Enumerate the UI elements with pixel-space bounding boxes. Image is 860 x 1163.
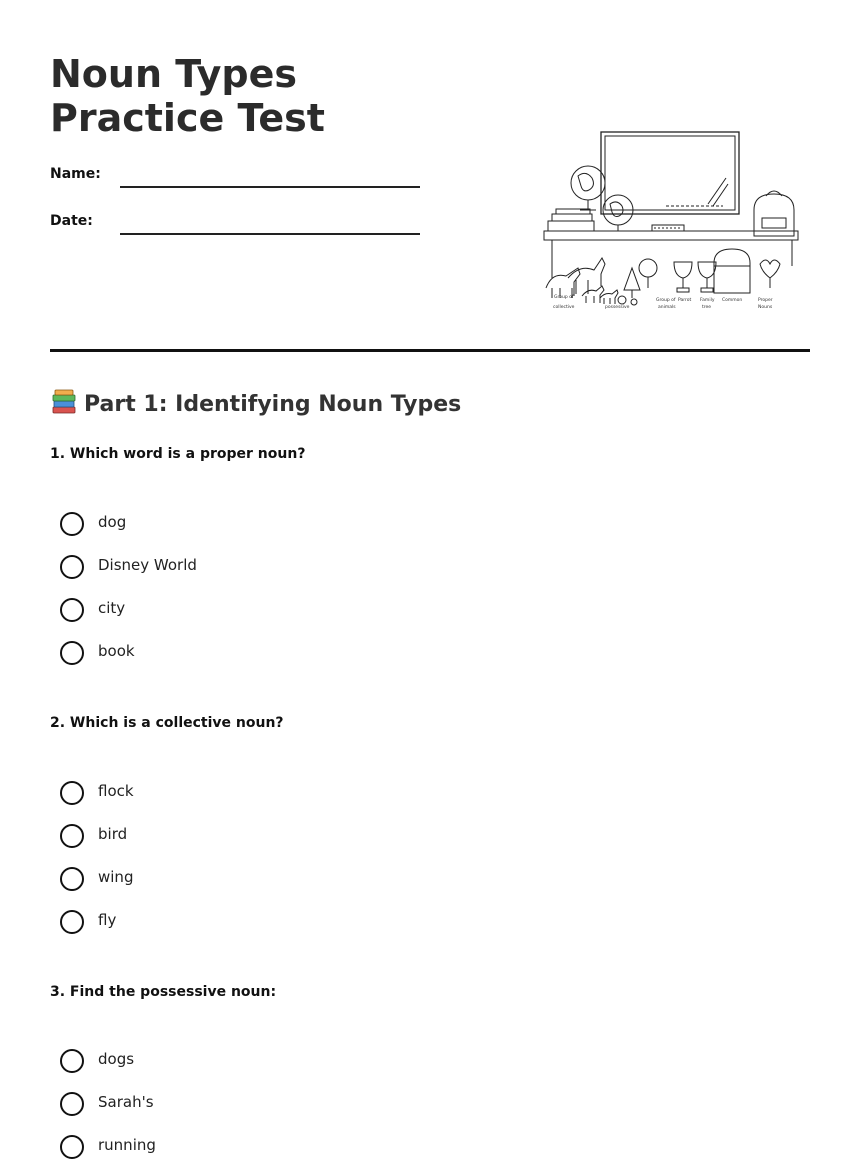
question-2-option-4[interactable] xyxy=(60,910,460,938)
radio-button[interactable] xyxy=(60,555,84,579)
section-title: Part 1: Identifying Noun Types xyxy=(84,392,462,417)
classroom-illustration-icon xyxy=(538,128,806,318)
caption-parrot: Parrot xyxy=(678,298,692,303)
radio-button[interactable] xyxy=(60,641,84,665)
question-1-option-1[interactable] xyxy=(60,512,460,540)
caption-common: Common xyxy=(722,298,743,303)
option-label: city xyxy=(98,599,126,617)
question-2-prompt: 2. Which is a collective noun? xyxy=(50,715,284,731)
question-2-option-2[interactable] xyxy=(60,824,460,852)
caption-group-of: Group of xyxy=(554,295,574,300)
option-label: Sarah's xyxy=(98,1093,154,1111)
question-1-option-2[interactable] xyxy=(60,555,460,583)
question-3-option-1[interactable] xyxy=(60,1049,460,1077)
date-input-line[interactable] xyxy=(120,233,420,235)
caption-nouns: Nouns xyxy=(758,305,773,310)
option-label: dog xyxy=(98,513,127,531)
caption-family: Family xyxy=(700,298,715,303)
option-label: fly xyxy=(98,911,117,929)
date-label: Date: xyxy=(50,213,93,229)
option-label: dogs xyxy=(98,1050,135,1068)
caption-group-of-2: Group of xyxy=(656,298,676,303)
radio-button[interactable] xyxy=(60,598,84,622)
section-divider xyxy=(50,349,810,352)
section-heading xyxy=(50,388,461,417)
radio-button[interactable] xyxy=(60,781,84,805)
question-1-prompt: 1. Which word is a proper noun? xyxy=(50,446,306,462)
caption-animals: animals xyxy=(658,305,676,310)
question-1-option-3[interactable] xyxy=(60,598,460,626)
name-field xyxy=(50,166,430,196)
date-field xyxy=(50,213,430,243)
radio-button[interactable] xyxy=(60,824,84,848)
question-2-option-3[interactable] xyxy=(60,867,460,895)
radio-button[interactable] xyxy=(60,867,84,891)
radio-button[interactable] xyxy=(60,1092,84,1116)
option-label: Disney World xyxy=(98,556,197,574)
radio-button[interactable] xyxy=(60,1135,84,1159)
option-label: flock xyxy=(98,782,134,800)
question-3-option-3[interactable] xyxy=(60,1135,460,1163)
radio-button[interactable] xyxy=(60,1049,84,1073)
question-1-option-4[interactable] xyxy=(60,641,460,669)
question-2-option-1[interactable] xyxy=(60,781,460,809)
option-label: bird xyxy=(98,825,128,843)
option-label: book xyxy=(98,642,135,660)
question-3-prompt: 3. Find the possessive noun: xyxy=(50,984,277,1000)
books-emoji-icon xyxy=(50,388,78,416)
option-label: wing xyxy=(98,868,134,886)
caption-possessive: possessive xyxy=(605,305,630,310)
page-title: Noun Types Practice Test xyxy=(50,52,325,140)
caption-collective: collective xyxy=(553,305,575,310)
name-input-line[interactable] xyxy=(120,186,420,188)
question-3-option-2[interactable] xyxy=(60,1092,460,1120)
radio-button[interactable] xyxy=(60,910,84,934)
radio-button[interactable] xyxy=(60,512,84,536)
caption-proper: Proper xyxy=(758,298,773,303)
name-label: Name: xyxy=(50,166,101,182)
option-label: running xyxy=(98,1136,156,1154)
caption-tree: tree xyxy=(702,305,712,310)
